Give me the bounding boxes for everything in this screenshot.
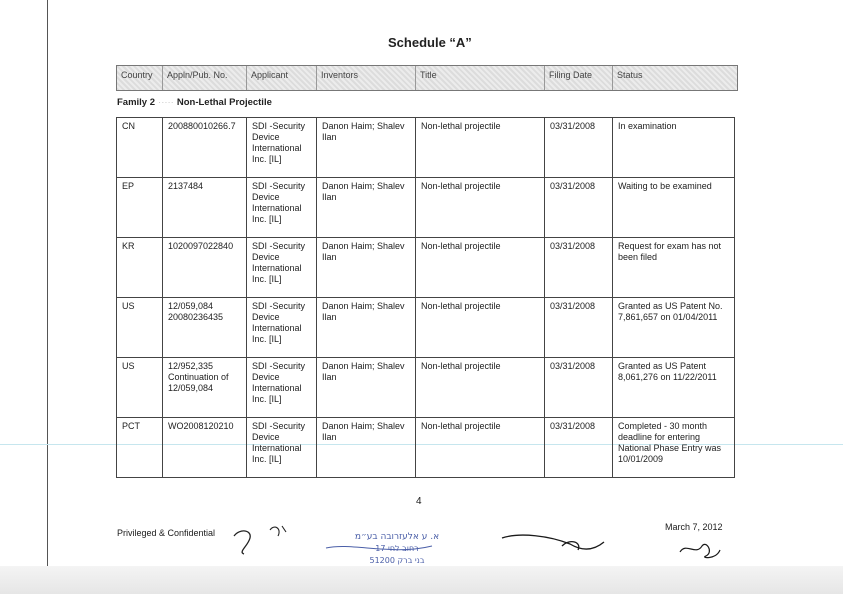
table-row: [117, 238, 735, 298]
cell-appln: 12/059,084 20080236435: [163, 298, 247, 358]
cell-inventors: Danon Haim; Shalev Ilan: [317, 418, 416, 478]
cell-status: In examination: [613, 118, 735, 178]
cell-status: Granted as US Patent 8,061,276 on 11/22/2011: [613, 358, 735, 418]
cell-applicant: SDI -Security Device International Inc. [IL]: [247, 178, 317, 238]
header-inventors: Inventors: [317, 66, 416, 90]
cell-inventors: Danon Haim; Shalev Ilan: [317, 238, 416, 298]
signature-icon: [500, 528, 610, 560]
footer-date: March 7, 2012: [665, 522, 723, 532]
address-stamp: [322, 528, 472, 568]
cell-title: Non-lethal projectile: [416, 298, 545, 358]
header-applicant: Applicant: [247, 66, 317, 90]
table-row: [117, 298, 735, 358]
cell-appln: 1020097022840: [163, 238, 247, 298]
family-heading: [117, 97, 272, 108]
cell-status: Completed - 30 month deadline for entering National Phase Entry was 10/01/2009: [613, 418, 735, 478]
stamp-line-1: א. ע אלעזרובה בע״מ: [354, 532, 440, 542]
cell-inventors: Danon Haim; Shalev Ilan: [317, 298, 416, 358]
cell-filing-date: 03/31/2008: [545, 298, 613, 358]
family-name: Non-Lethal Projectile: [176, 97, 272, 108]
cell-applicant: SDI -Security Device International Inc. [IL]: [247, 358, 317, 418]
cell-country: US: [117, 358, 163, 418]
cell-country: PCT: [117, 418, 163, 478]
cell-title: Non-lethal projectile: [416, 118, 545, 178]
table-row: [117, 178, 735, 238]
cell-filing-date: 03/31/2008: [545, 418, 613, 478]
cell-status: Granted as US Patent No. 7,861,657 on 01/04/2011: [613, 298, 735, 358]
scan-shadow: [0, 566, 843, 594]
cell-title: Non-lethal projectile: [416, 418, 545, 478]
cell-appln: 2137484: [163, 178, 247, 238]
stamp-line-2: רחוב לחי 17: [375, 544, 419, 553]
table-row: [117, 118, 735, 178]
page-number: 4: [416, 496, 422, 507]
cell-title: Non-lethal projectile: [416, 358, 545, 418]
cell-inventors: Danon Haim; Shalev Ilan: [317, 178, 416, 238]
cell-inventors: Danon Haim; Shalev Ilan: [317, 358, 416, 418]
header-filing-date: Filing Date: [545, 66, 613, 90]
cell-country: EP: [117, 178, 163, 238]
header-title: Title: [416, 66, 545, 90]
cell-applicant: SDI -Security Device International Inc. [IL]: [247, 118, 317, 178]
cell-status: Waiting to be examined: [613, 178, 735, 238]
cell-country: US: [117, 298, 163, 358]
cell-title: Non-lethal projectile: [416, 238, 545, 298]
cell-filing-date: 03/31/2008: [545, 178, 613, 238]
redaction-mark: ·····: [158, 97, 174, 108]
table-row: [117, 358, 735, 418]
cell-filing-date: 03/31/2008: [545, 118, 613, 178]
signature-initial-icon: [230, 522, 300, 558]
cell-appln: 12/952,335 Continuation of 12/059,084: [163, 358, 247, 418]
cell-status: Request for exam has not been filed: [613, 238, 735, 298]
cell-filing-date: 03/31/2008: [545, 238, 613, 298]
table-header: [116, 65, 738, 91]
cell-appln: 200880010266.7: [163, 118, 247, 178]
cell-applicant: SDI -Security Device International Inc. [IL]: [247, 418, 317, 478]
cell-applicant: SDI -Security Device International Inc. [IL]: [247, 298, 317, 358]
header-appln: Appln/Pub. No.: [163, 66, 247, 90]
initials-icon: [676, 536, 722, 560]
cell-country: CN: [117, 118, 163, 178]
confidential-notice: Privileged & Confidential: [117, 528, 216, 538]
page-title: Schedule “A”: [388, 35, 472, 50]
cell-country: KR: [117, 238, 163, 298]
cell-appln: WO2008120210: [163, 418, 247, 478]
stamp-line-3: בני ברק 51200: [369, 556, 425, 565]
patent-table: [116, 117, 735, 478]
cell-inventors: Danon Haim; Shalev Ilan: [317, 118, 416, 178]
header-country: Country: [117, 66, 163, 90]
left-margin-rule: [47, 0, 48, 594]
table-row: [117, 418, 735, 478]
family-label: Family 2: [117, 97, 156, 108]
cell-title: Non-lethal projectile: [416, 178, 545, 238]
header-status: Status: [617, 70, 643, 80]
cell-filing-date: 03/31/2008: [545, 358, 613, 418]
cell-applicant: SDI -Security Device International Inc. [IL]: [247, 238, 317, 298]
